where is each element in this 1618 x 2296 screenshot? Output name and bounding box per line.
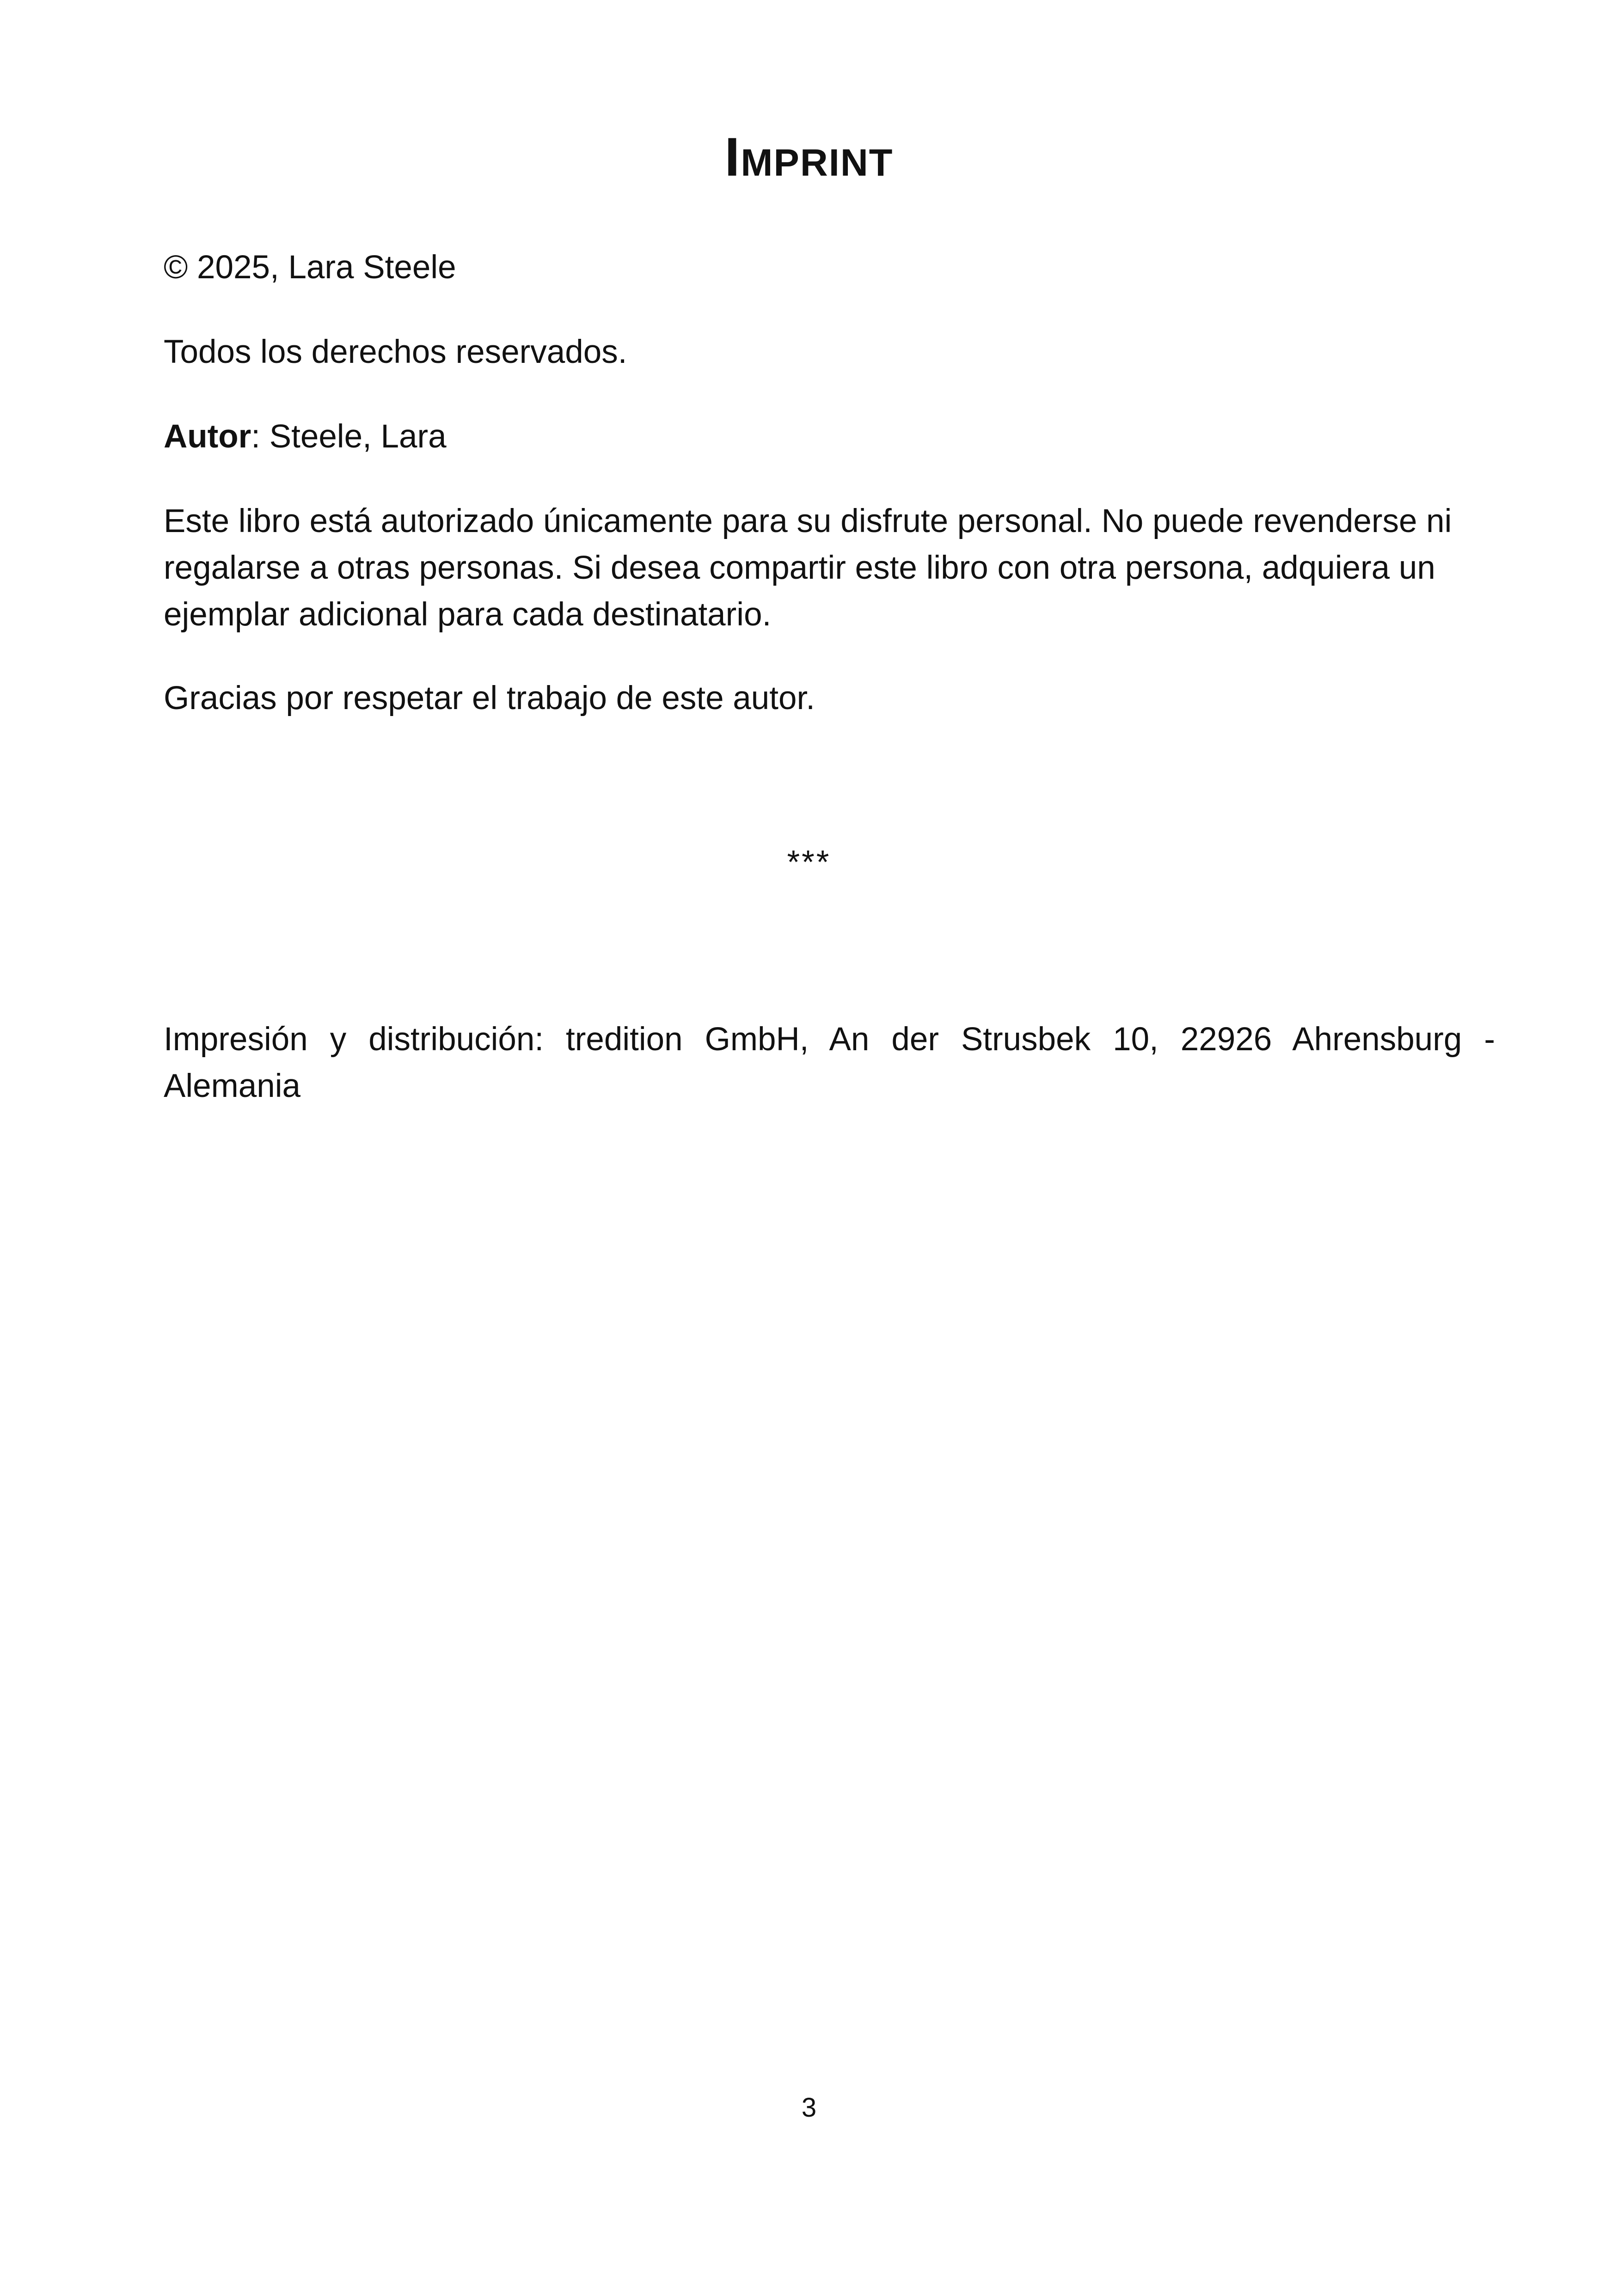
thanks-line: Gracias por respetar el trabajo de este autor. xyxy=(164,680,815,716)
section-separator: *** xyxy=(787,844,831,881)
copyright-line: © 2025, Lara Steele xyxy=(164,249,456,286)
author-line xyxy=(164,413,1495,460)
printer-info: Impresión y distribución: tredition GmbH, An der Strusbek 10, 22926 Ahrensburg - Alemania xyxy=(164,1021,1495,1104)
rights-statement: Todos los derechos reservados. xyxy=(164,334,627,370)
author-name: Steele, Lara xyxy=(269,418,447,455)
page-title: Imprint xyxy=(724,127,894,188)
page-number: 3 xyxy=(801,2093,817,2123)
author-label: Autor xyxy=(164,418,251,455)
author-separator: : xyxy=(251,418,270,455)
license-notice: Este libro está autorizado únicamente para su disfrute personal. No puede revenderse ni regalarse a otras personas. Si desea compartir este libro con otra persona, adquiera un ejemplar adicional para cada destinatario. xyxy=(164,503,1452,633)
